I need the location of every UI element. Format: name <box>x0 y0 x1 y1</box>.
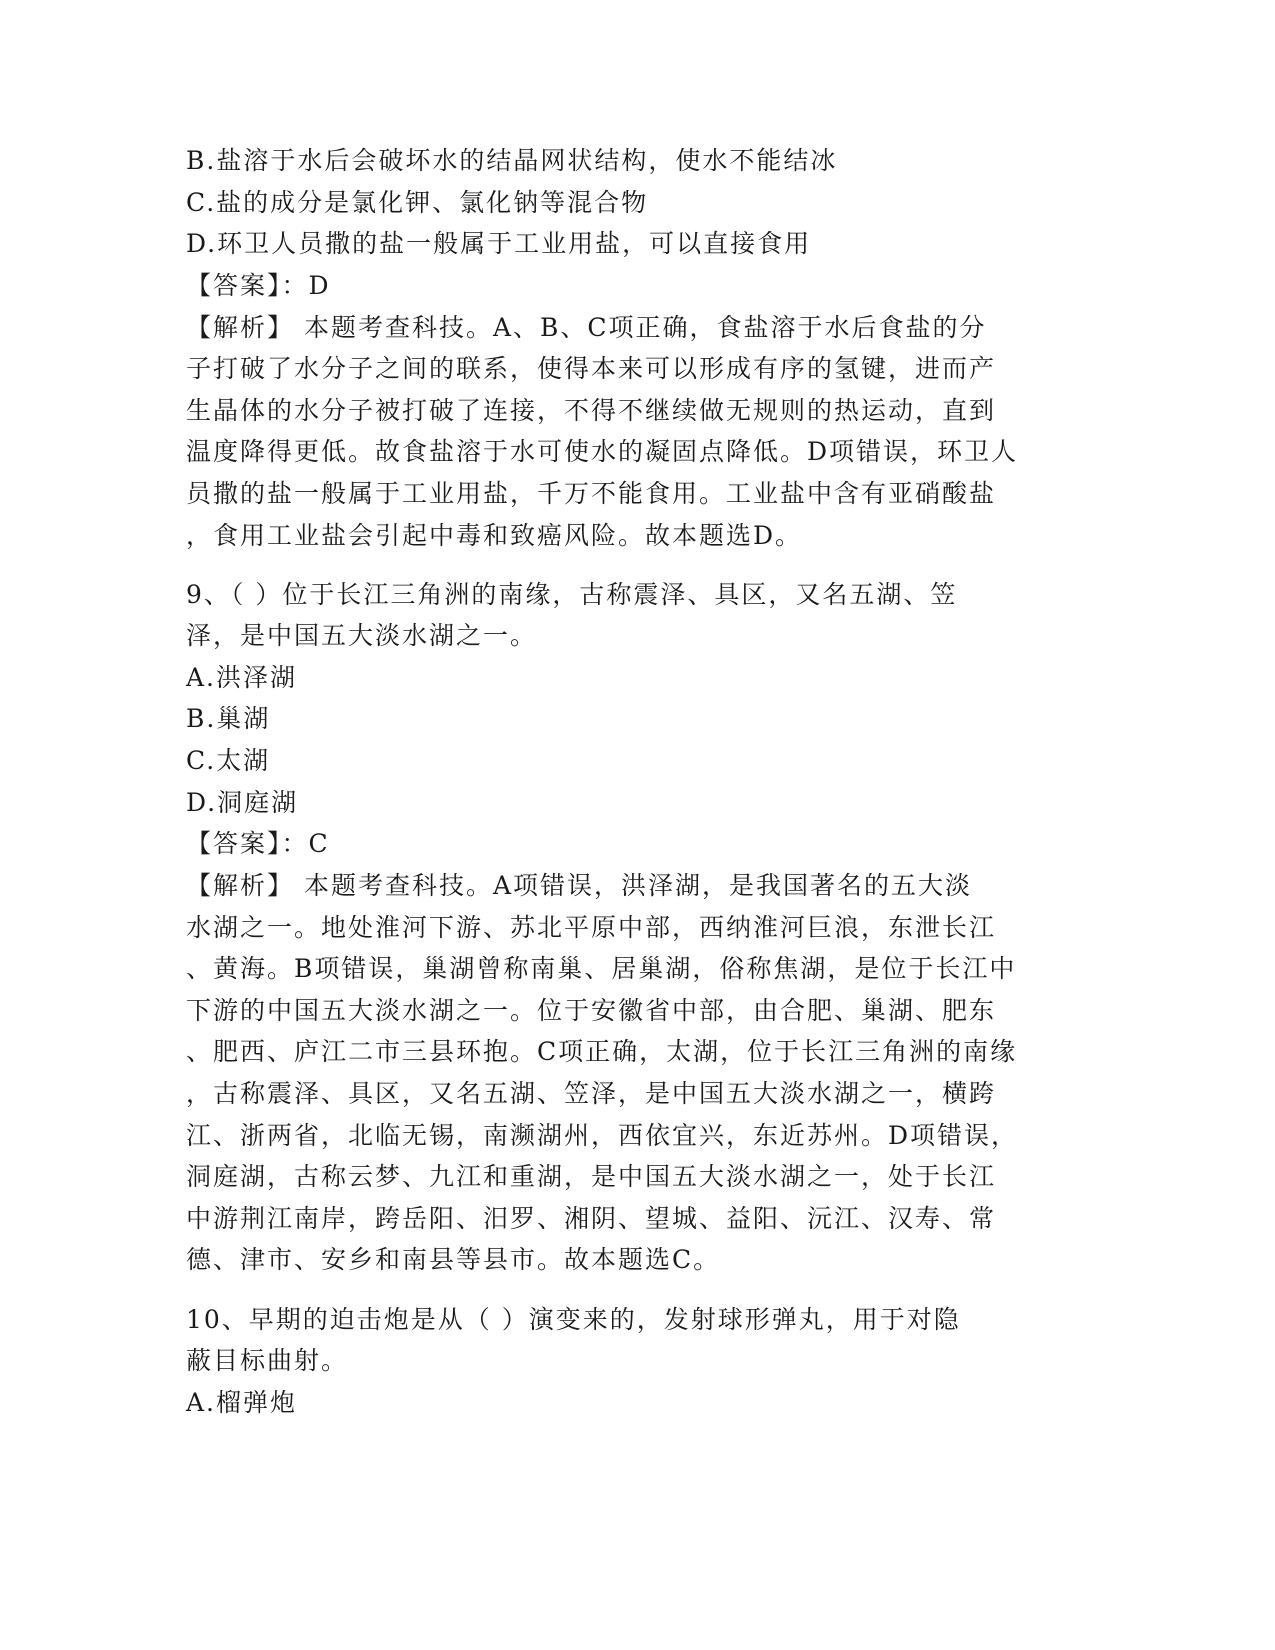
analysis-line: 【解析】 本题考查科技。A、B、C项正确，食盐溶于水后食盐的分 <box>186 313 987 342</box>
question-9-analysis-line: ，古称震泽、具区，又名五湖、笠泽，是中国五大淡水湖之一，横跨 <box>186 1079 997 1108</box>
question-9-analysis-line: 中游荆江南岸，跨岳阳、汨罗、湘阴、望城、益阳、沅江、汉寿、常 <box>186 1204 997 1233</box>
question-9-analysis-line: 德、津市、安乡和南县等县市。故本题选C。 <box>186 1245 721 1274</box>
question-9-option-a: A.洪泽湖 <box>186 663 298 692</box>
analysis-line: 温度降得更低。故食盐溶于水可使水的凝固点降低。D项错误，环卫人 <box>186 437 1019 466</box>
question-9-analysis-line: 、黄海。B项错误，巢湖曾称南巢、居巢湖，俗称焦湖，是位于长江中 <box>186 954 1017 983</box>
option-c: C.盐的成分是氯化钾、氯化钠等混合物 <box>186 188 649 217</box>
analysis-line: 生晶体的水分子被打破了连接，不得不继续做无规则的热运动，直到 <box>186 396 997 425</box>
question-9-stem: 9、（ ）位于长江三角洲的南缘，古称震泽、具区，又名五湖、笠 <box>186 580 958 609</box>
question-9-analysis-line: 【解析】 本题考查科技。A项错误，洪泽湖，是我国著名的五大淡 <box>186 871 973 900</box>
question-9-analysis-line: 下游的中国五大淡水湖之一。位于安徽省中部，由合肥、巢湖、肥东 <box>186 996 997 1025</box>
question-9-option-c: C.太湖 <box>186 746 271 775</box>
option-b: B.盐溶于水后会破坏水的结晶网状结构，使水不能结冰 <box>186 146 838 175</box>
question-9-analysis-line: 、肥西、庐江二市三县环抱。C项正确，太湖，位于长江三角洲的南缘 <box>186 1037 1018 1066</box>
question-9-answer: 【答案】：C <box>186 829 330 858</box>
question-10-option-a: A.榴弹炮 <box>186 1388 298 1417</box>
answer-line: 【答案】：D <box>186 271 331 300</box>
question-9-analysis-line: 江、浙两省，北临无锡，南濒湖州，西依宜兴，东近苏州。D项错误， <box>186 1121 1019 1150</box>
question-9-analysis-line: 洞庭湖，古称云梦、九江和重湖，是中国五大淡水湖之一，处于长江 <box>186 1162 997 1191</box>
analysis-line: ，食用工业盐会引起中毒和致癌风险。故本题选D。 <box>186 521 803 550</box>
question-9-stem: 泽，是中国五大淡水湖之一。 <box>186 621 538 650</box>
analysis-line: 员撒的盐一般属于工业用盐，千万不能食用。工业盐中含有亚硝酸盐 <box>186 479 997 508</box>
question-9-option-b: B.巢湖 <box>186 704 271 733</box>
analysis-line: 子打破了水分子之间的联系，使得本来可以形成有序的氢键，进而产 <box>186 354 997 383</box>
option-d: D.环卫人员撒的盐一般属于工业用盐，可以直接食用 <box>186 229 812 258</box>
question-10-stem: 蔽目标曲射。 <box>186 1346 349 1375</box>
question-9-analysis-line: 水湖之一。地处淮河下游、苏北平原中部，西纳淮河巨浪，东泄长江 <box>186 913 997 942</box>
question-9-option-d: D.洞庭湖 <box>186 788 299 817</box>
question-10-stem: 10、早期的迫击炮是从（ ）演变来的，发射球形弹丸，用于对隐 <box>186 1305 961 1334</box>
